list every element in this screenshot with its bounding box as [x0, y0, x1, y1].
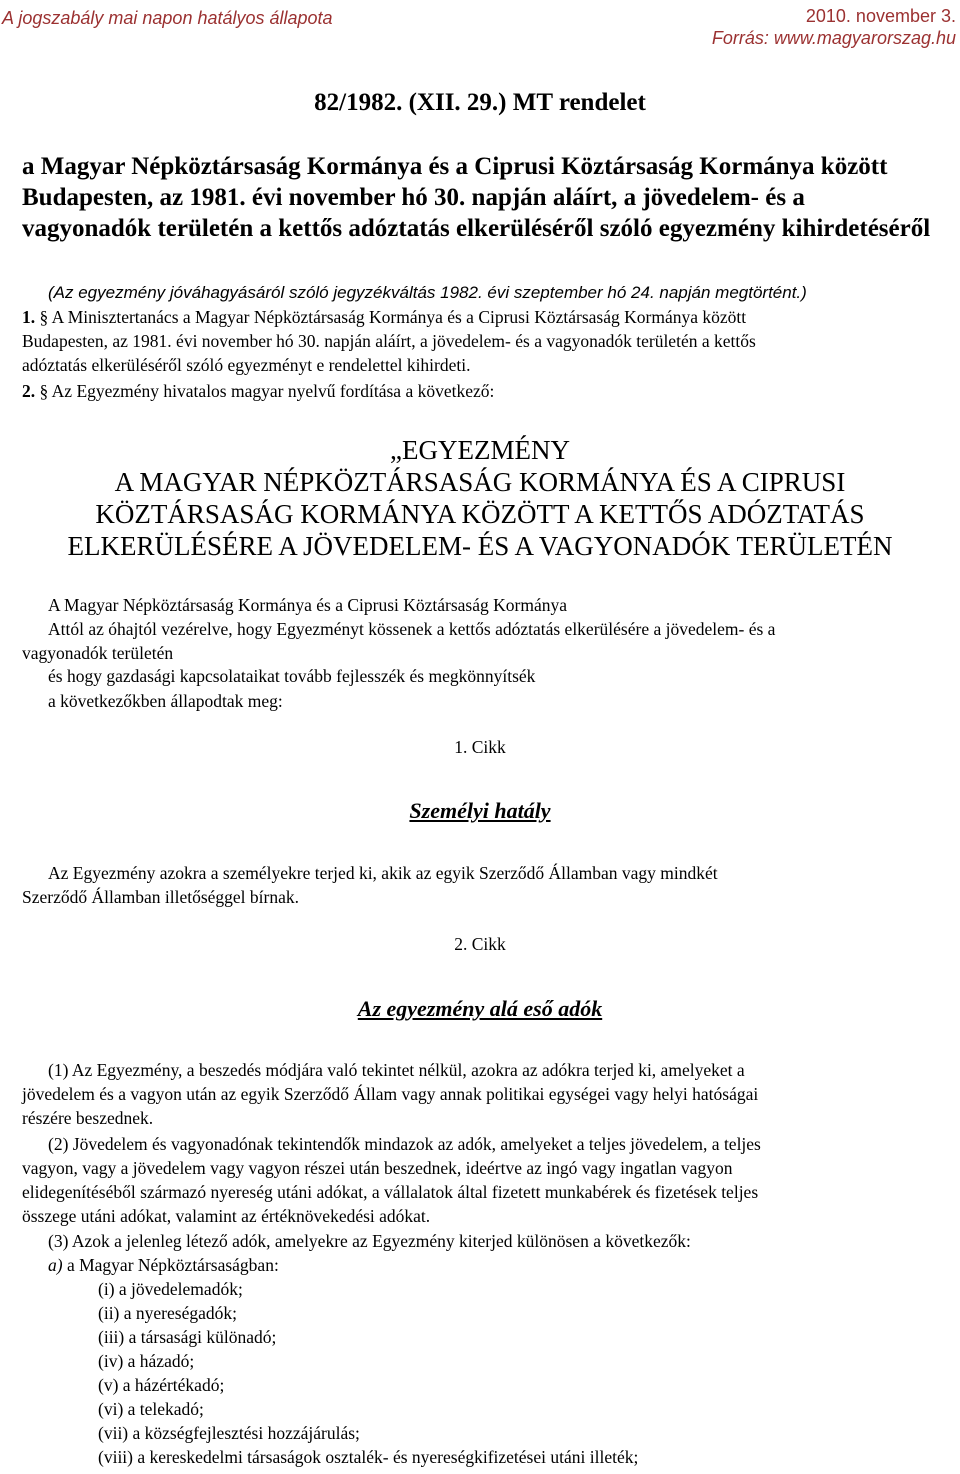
tax-item: (vi) a telekadó;	[98, 1399, 204, 1419]
article-2-p1-line-2: jövedelem és a vagyon után az egyik Szerződő Állam vagy annak politikai egységei vagy helyi hatóságai	[22, 1084, 759, 1104]
section-sign: §	[39, 307, 49, 327]
tax-item: (ii) a nyereségadók;	[98, 1303, 237, 1323]
section-2-number: 2.	[22, 381, 36, 401]
article-2-p3: (3) Azok a jelenleg létező adók, amelyekre az Egyezmény kiterjed különösen a következők:	[48, 1231, 691, 1251]
treaty-title-line-3: KÖZTÁRSASÁG KORMÁNYA KÖZÖTT A KETTŐS ADÓZTATÁS	[95, 499, 865, 529]
treaty-title-line-1: „EGYEZMÉNY	[390, 435, 570, 465]
article-1-line-1: Az Egyezmény azokra a személyekre terjed ki, akik az egyik Szerződő Államban vagy mindkét	[48, 863, 718, 883]
article-2-list-a	[48, 1254, 279, 1276]
section-1-line-2: Budapesten, az 1981. évi november hó 30. napján aláírt, a jövedelem- és a vagyonadók területén a kettős	[22, 331, 756, 351]
article-1-line-2: Szerződő Államban illetőséggel bírnak.	[22, 887, 300, 907]
article-1-label: 1. Cikk	[454, 737, 506, 757]
preamble-line-2: Attól az óhajtól vezérelve, hogy Egyezményt kössenek a kettős adóztatás elkerülésére a jövedelem- és a	[48, 619, 776, 639]
article-2-p2-line-1: (2) Jövedelem és vagyonadónak tekintendők mindazok az adók, amelyeket a teljes jövedelem, a teljes	[48, 1134, 761, 1154]
document-subtitle-line-2: Budapesten, az 1981. évi november hó 30. napján aláírt, a jövedelem- és a	[22, 184, 805, 211]
article-2-p2-line-4: összege utáni adókat, valamint az értéknövekedési adókat.	[22, 1206, 431, 1226]
tax-item: (vii) a községfejlesztési hozzájárulás;	[98, 1423, 360, 1443]
article-2-p1-line-3: részére beszednek.	[22, 1108, 154, 1128]
section-1-line-3: adóztatás elkerüléséről szóló egyezményt e rendelettel kihirdeti.	[22, 355, 471, 375]
article-2-p1-line-1: (1) Az Egyezmény, a beszedés módjára való tekintet nélkül, azokra az adókra terjed ki, amelyeket a	[48, 1060, 745, 1080]
list-a-text: a Magyar Népköztársaságban:	[66, 1255, 279, 1275]
section-2-line	[22, 380, 494, 402]
section-sign: §	[39, 381, 49, 401]
preamble-line-4: és hogy gazdasági kapcsolataikat tovább fejlesszék és megkönnyítsék	[48, 666, 536, 686]
document-subtitle-line-1: a Magyar Népköztársaság Kormánya és a Ciprusi Köztársaság Kormánya között	[22, 153, 888, 180]
article-2-p2-line-3: elidegenítéséből származó nyereség utáni adókat, a vállalatok által fizetett munkabérek és fizetések teljes	[22, 1182, 759, 1202]
list-a-label: a)	[48, 1255, 63, 1275]
section-1-text: A Minisztertanács a Magyar Népköztársaság Kormánya és a Ciprusi Köztársaság Kormánya között	[51, 307, 747, 327]
document-subtitle-line-3: vagyonadók területén a kettős adóztatás elkerüléséről szóló egyezmény kihirdetéséről	[22, 215, 931, 242]
article-2-label: 2. Cikk	[454, 934, 506, 954]
approval-note: (Az egyezmény jóváhagyásáról szóló jegyzékváltás 1982. évi szeptember hó 24. napján megtörtént.)	[48, 283, 807, 302]
treaty-title-line-2: A MAGYAR NÉPKÖZTÁRSASÁG KORMÁNYA ÉS A CIPRUSI	[114, 467, 846, 497]
document-number: 82/1982. (XII. 29.) MT rendelet	[314, 89, 646, 116]
tax-item: (iv) a házadó;	[98, 1351, 195, 1371]
header-source: Forrás: www.magyarorszag.hu	[711, 28, 956, 48]
preamble-line-1: A Magyar Népköztársaság Kormánya és a Ciprusi Köztársaság Kormánya	[48, 595, 568, 615]
header-date: 2010. november 3.	[805, 6, 956, 26]
tax-item: (v) a házértékadó;	[98, 1375, 225, 1395]
section-1-line-1	[22, 306, 746, 328]
article-2-title: Az egyezmény alá eső adók	[357, 996, 603, 1021]
section-1-number: 1.	[22, 307, 36, 327]
page-header	[0, 0, 960, 48]
preamble-line-3: vagyonadók területén	[22, 643, 174, 663]
section-2-text: Az Egyezmény hivatalos magyar nyelvű fordítása a következő:	[51, 381, 495, 401]
article-1-title: Személyi hatály	[409, 798, 551, 823]
article-2-p2-line-2: vagyon, vagy a jövedelem vagy vagyon részei után beszednek, ideértve az ingó vagy ingatlan vagyon	[22, 1158, 733, 1178]
treaty-title-line-4: ELKERÜLÉSÉRE A JÖVEDELEM- ÉS A VAGYONADÓK TERÜLETÉN	[67, 531, 893, 561]
tax-item: (i) a jövedelemadók;	[98, 1279, 243, 1299]
tax-item: (iii) a társasági különadó;	[98, 1327, 277, 1347]
header-status-text: A jogszabály mai napon hatályos állapota	[2, 8, 333, 28]
preamble-line-5: a következőkben állapodtak meg:	[48, 691, 283, 711]
tax-item: (viii) a kereskedelmi társaságok osztalék- és nyereségkifizetései utáni illeték;	[98, 1447, 639, 1467]
